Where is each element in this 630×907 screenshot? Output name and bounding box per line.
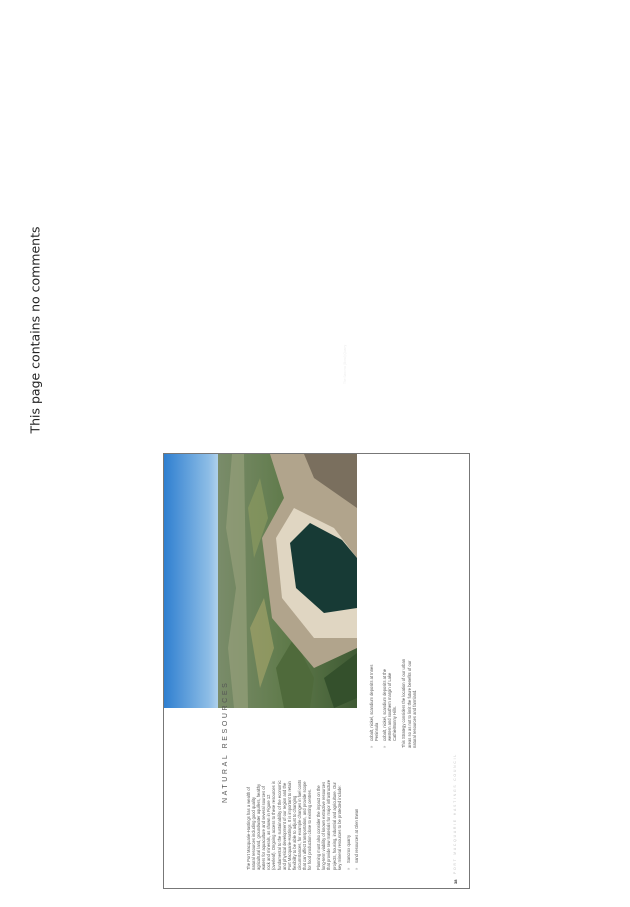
- quarry-photo: [164, 344, 357, 708]
- list-item: » cobalt, nickel, scandium deposits at Innes Peninsula: [369, 656, 379, 748]
- closing-paragraph: This Strategy considers the location of our urban areas so as not to limit the future benefits of our natural resources and farmland.: [401, 658, 417, 748]
- text-column-2: [369, 656, 421, 748]
- list-item: » sand resources at Glen Ewan: [354, 778, 359, 870]
- list-item: » cobalt, nickel, scandium deposits at the western and southern margin of Lake Cathie/Bonny Hills.: [382, 656, 397, 748]
- section-heading: NATURAL RESOURCES: [222, 680, 229, 803]
- planning-paragraph: Planning must also consider the impact on the long-term viability of known extractive resources that provide raw materials for major infrastructure projects, housing, industrial and agriculture. Our key mineral resources to be protected include:: [316, 779, 342, 870]
- page-number: 38: [453, 879, 458, 884]
- list-item: » Sancrox quarry: [346, 778, 351, 870]
- page-content: [164, 344, 469, 888]
- quarry-aerial-image: [164, 454, 357, 708]
- resource-list-1: [346, 778, 359, 870]
- no-comments-note: This page contains no comments: [27, 226, 43, 434]
- footer-organisation: PORT MACQUARIE HASTINGS COUNCIL: [453, 752, 457, 874]
- resource-list-2: [369, 656, 397, 748]
- text-column-1: [246, 778, 363, 870]
- photo-caption: The Sancrox (Boral) Quarry: [343, 344, 347, 384]
- intro-paragraph: The Port Macquarie-Hastings has a wealth of natural resources including good quality agricultural land, groundwater aquifers, healthy waters for aquaculture and several sources of rock and minerals, as shown in Figure 12 (overleaf). Ongoing access to these resources is fundamental to the sustainability of the economic and physical development of our region and the Port Macquarie-Hastings. It is important to retain flexibility to be able to adjust to changing circumstances, for example changes in fuel costs that can affect transportation, and provide scope for food production close to existing centres.: [246, 779, 313, 870]
- document-page: [163, 344, 470, 889]
